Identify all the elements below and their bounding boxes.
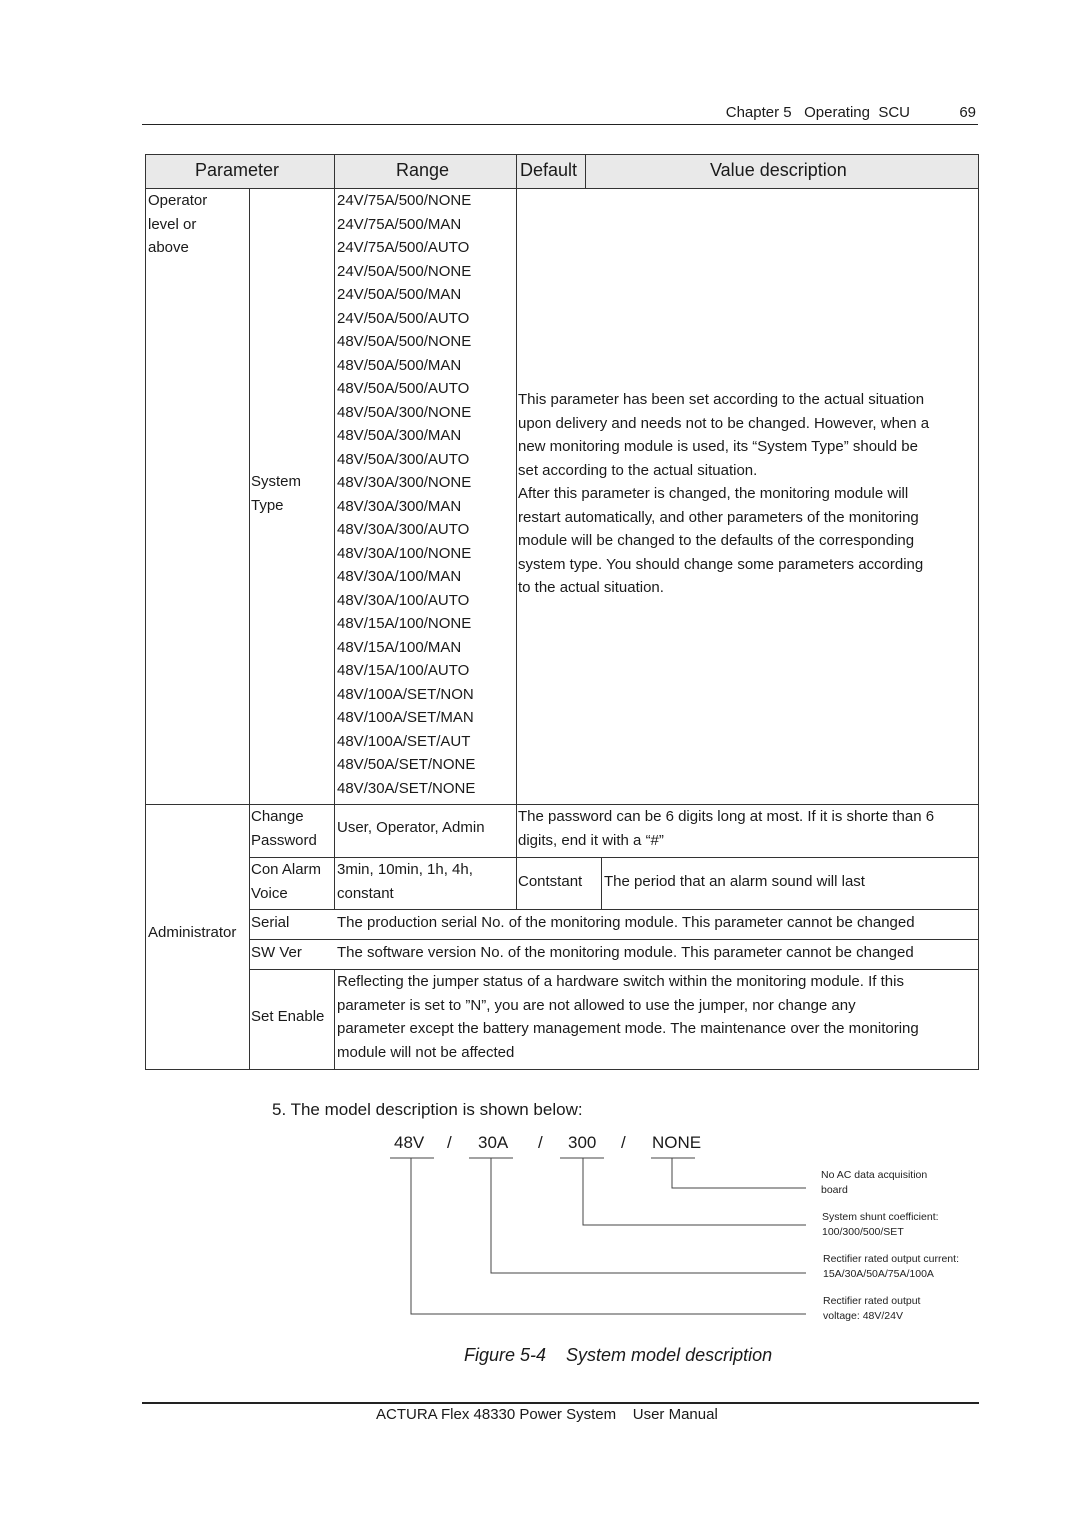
range-option: 48V/30A/100/AUTO [337,591,470,609]
param-serial: Serial [251,914,290,931]
param-line: Password [251,831,317,849]
connector-ac [672,1158,806,1188]
param-line: System [251,473,302,490]
model-description-title: 5. The model description is shown below: [272,1100,583,1119]
description-line: parameter except the battery management mode. The maintenance over the monitoring [337,1020,919,1037]
description-line: digits, end it with a “#” [518,831,664,849]
range-option: 48V/50A/300/MAN [337,427,462,444]
description-con-alarm-voice: The period that an alarm sound will last [604,873,865,890]
description-line: parameter is set to ”N”, you are not allowed to use the jumper, nor change any [337,996,856,1014]
header-range: Range [396,160,450,180]
header-parameter: Parameter [195,160,280,180]
description-line: system type. You should change some parameters according [518,555,924,573]
description-line: Reflecting the jumper status of a hardware switch within the monitoring module. If this [337,973,904,990]
range-option: 48V/50A/500/AUTO [337,380,470,397]
range-option: 24V/50A/500/AUTO [337,309,470,327]
label-line: Rectifier rated output [823,1295,921,1307]
label-shunt-coefficient [822,1210,939,1240]
range-change-password: User, Operator, Admin [337,819,485,836]
description-line: set according to the actual situation. [518,461,758,479]
range-option: 48V/30A/300/MAN [337,497,462,515]
description-line: This parameter has been set according to the actual situation [518,391,925,408]
access-line: Operator [148,192,208,209]
label-ac-acquisition [821,1168,927,1198]
range-option: 48V/15A/100/NONE [337,615,472,632]
range-option: 48V/50A/SET/NONE [337,756,476,773]
figure-caption: Figure 5-4 System model description [464,1345,773,1365]
range-option: 24V/50A/500/NONE [337,262,472,280]
range-option: 48V/30A/300/AUTO [337,521,470,538]
param-set-enable: Set Enable [251,1008,325,1025]
param-line: Change [251,808,304,825]
label-line: voltage: 48V/24V [823,1310,903,1322]
access-administrator: Administrator [148,924,237,941]
description-line: upon delivery and needs not to be changed. However, when a [518,414,930,432]
range-option: 24V/75A/500/NONE [337,192,472,209]
description-serial: The production serial No. of the monitoring module. This parameter cannot be changed [337,914,915,931]
range-option: 48V/100A/SET/NON [337,685,474,703]
range-option: 48V/30A/300/NONE [337,474,472,491]
range-line: 3min, 10min, 1h, 4h, [337,861,473,878]
param-line: Voice [251,884,288,902]
description-line: The password can be 6 digits long at most. If it is shorte than 6 [518,808,935,825]
model-separator: / [447,1133,452,1152]
description-line: new monitoring module is used, its “System Type” should be [518,438,918,455]
description-line: After this parameter is changed, the monitoring module will [518,485,909,502]
model-token-shunt: 300 [568,1133,597,1152]
connector-current [491,1158,806,1273]
description-line: restart automatically, and other parameters of the monitoring [518,508,919,526]
range-option: 24V/75A/500/MAN [337,215,462,233]
default-con-alarm-voice: Contstant [518,873,583,890]
label-line: System shunt coefficient: [822,1211,939,1223]
header-value-description: Value description [710,160,847,180]
description-line: module will be changed to the defaults of the corresponding [518,532,915,549]
label-output-current [823,1252,959,1282]
param-line: Con Alarm [251,861,322,878]
connector-voltage [411,1158,806,1314]
range-option: 24V/75A/500/AUTO [337,239,470,256]
range-option: 48V/50A/500/MAN [337,356,462,374]
range-option: 48V/50A/500/NONE [337,333,472,350]
description-sw-ver: The software version No. of the monitoring module. This parameter cannot be changed [337,944,914,961]
description-line: to the actual situation. [518,579,664,596]
range-option: 48V/50A/300/NONE [337,403,472,421]
model-token-ac: NONE [652,1133,702,1152]
label-line: 100/300/500/SET [822,1226,904,1238]
range-line: constant [337,884,394,902]
param-sw-ver: SW Ver [251,944,302,961]
connector-shunt [583,1158,806,1225]
label-line: 15A/30A/50A/75A/100A [823,1268,934,1280]
access-line: above [148,239,189,256]
range-option: 48V/30A/SET/NONE [337,779,476,797]
range-option: 48V/15A/100/MAN [337,638,462,656]
range-option: 24V/50A/500/MAN [337,286,462,303]
model-separator: / [621,1133,626,1152]
model-token-voltage: 48V [394,1133,425,1152]
header-default: Default [520,160,578,180]
label-output-voltage [823,1294,920,1324]
label-line: Rectifier rated output current: [823,1253,959,1265]
chapter-title: Chapter 5 Operating SCU [725,104,910,121]
label-line: board [821,1184,848,1196]
footer-rule [142,1402,979,1404]
range-option: 48V/100A/SET/MAN [337,709,474,726]
range-option: 48V/30A/100/NONE [337,544,472,562]
label-line: No AC data acquisition [821,1169,928,1181]
range-option: 48V/50A/300/AUTO [337,450,470,468]
access-line: level or [148,215,197,233]
model-token-current: 30A [478,1133,509,1152]
range-option: 48V/15A/100/AUTO [337,662,470,679]
page-footer: ACTURA Flex 48330 Power System User Manual [376,1406,718,1423]
param-line: Type [251,496,284,514]
description-line: module will not be affected [337,1043,515,1061]
range-option: 48V/100A/SET/AUT [337,732,471,750]
range-option: 48V/30A/100/MAN [337,568,462,585]
model-separator: / [538,1133,543,1152]
page-number: 69 [959,104,976,121]
